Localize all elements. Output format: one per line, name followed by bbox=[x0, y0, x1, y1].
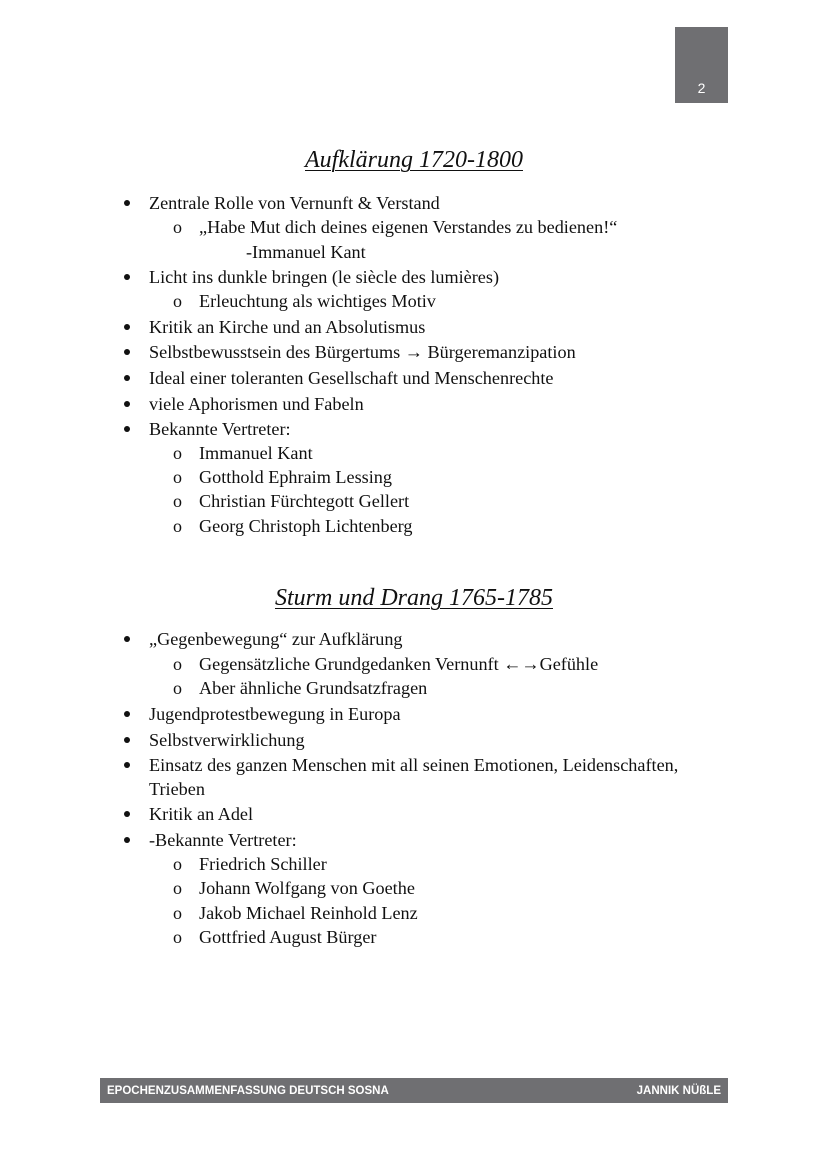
list-item: o Jakob Michael Reinhold Lenz bbox=[199, 902, 418, 924]
list-item: Bekannte Vertreter: bbox=[149, 419, 291, 439]
list-item: Kritik an Kirche und an Absolutismus bbox=[149, 317, 426, 337]
section-title-aufklaerung: Aufklärung 1720-1800 bbox=[305, 147, 523, 173]
list-item: Trieben bbox=[149, 779, 205, 799]
page-footer bbox=[100, 1078, 728, 1103]
footer-left-text: EPOCHENZUSAMMENFASSUNG DEUTSCH SOSNA bbox=[107, 1084, 389, 1097]
list-item: Kritik an Adel bbox=[149, 804, 254, 824]
list-item: o Aber ähnliche Grundsatzfragen bbox=[199, 677, 427, 699]
list-item: o Erleuchtung als wichtiges Motiv bbox=[199, 290, 436, 312]
list-item: o Friedrich Schiller bbox=[199, 853, 327, 875]
list-item: o Gegensätzliche Grundgedanken Vernunft ←→Gefühle bbox=[199, 653, 598, 675]
list-item: o Georg Christoph Lichtenberg bbox=[199, 515, 413, 537]
list-item: o Christian Fürchtegott Gellert bbox=[199, 490, 409, 512]
list-item: o Immanuel Kant bbox=[199, 442, 313, 464]
list-item: Selbstverwirklichung bbox=[149, 730, 305, 750]
page-number-badge bbox=[675, 27, 728, 103]
list-item: o „Habe Mut dich deines eigenen Verstandes zu bedienen!“ bbox=[199, 216, 617, 238]
list-item: o Gottfried August Bürger bbox=[199, 926, 376, 948]
list-item: o Johann Wolfgang von Goethe bbox=[199, 877, 415, 899]
list-item: Selbstbewusstsein des Bürgertums → Bürgeremanzipation bbox=[149, 342, 576, 362]
footer-right-text: JANNIK NÜßLE bbox=[636, 1084, 721, 1097]
list-item: Jugendprotestbewegung in Europa bbox=[149, 704, 401, 724]
section-title-sturm-und-drang: Sturm und Drang 1765-1785 bbox=[274, 585, 553, 611]
list-item: o Gotthold Ephraim Lessing bbox=[199, 466, 392, 488]
list-item: Licht ins dunkle bringen (le siècle des lumières) bbox=[149, 267, 500, 287]
list-item: „Gegenbewegung“ zur Aufklärung bbox=[149, 629, 403, 649]
list-item: Ideal einer toleranten Gesellschaft und Menschenrechte bbox=[149, 368, 554, 388]
list-item: Einsatz des ganzen Menschen mit all seinen Emotionen, Leidenschaften, bbox=[149, 755, 679, 775]
list-item: -Immanuel Kant bbox=[246, 242, 366, 262]
list-item: -Bekannte Vertreter: bbox=[149, 830, 297, 850]
list-item: viele Aphorismen und Fabeln bbox=[149, 394, 364, 414]
page-number: 2 bbox=[697, 80, 706, 96]
list-item: Zentrale Rolle von Vernunft & Verstand bbox=[149, 193, 440, 213]
